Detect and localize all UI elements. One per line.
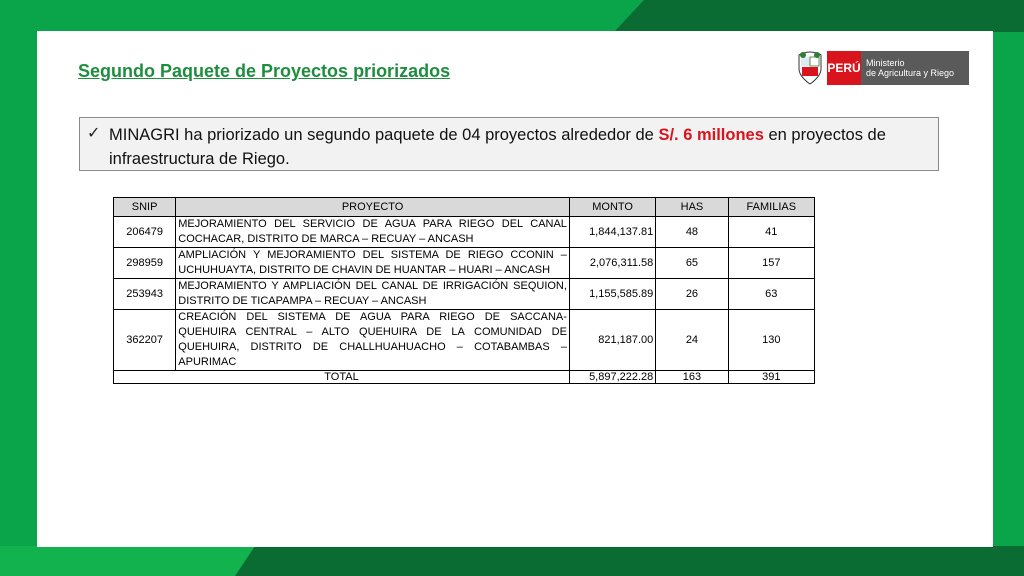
header-familias: FAMILIAS [728, 198, 814, 217]
cell-familias: 41 [728, 217, 814, 248]
cell-familias: 130 [728, 310, 814, 371]
cell-snip: 206479 [114, 217, 176, 248]
total-monto: 5,897,222.28 [569, 371, 655, 384]
cell-proyecto: MEJORAMIENTO Y AMPLIACIÓN DEL CANAL DE IRRIGACIÓN SEQUION, DISTRITO DE TICAPAMPA – RECUAY – ANCASH [176, 279, 570, 310]
note-highlight-amount: S/. 6 millones [658, 126, 764, 144]
coat-of-arms-icon [797, 51, 823, 85]
background-light-stripe-bottom [0, 546, 260, 576]
cell-snip: 253943 [114, 279, 176, 310]
note-text-after: en proyectos de infraestructura de Riego. [109, 126, 886, 168]
slide-title: Segundo Paquete de Proyectos priorizados [78, 61, 451, 81]
cell-has: 48 [656, 217, 728, 248]
header-proyecto: PROYECTO [176, 198, 570, 217]
cell-snip: 362207 [114, 310, 176, 371]
table-row [114, 248, 815, 279]
header-snip: SNIP [114, 198, 176, 217]
table-row [114, 217, 815, 248]
table-row [114, 310, 815, 371]
note-text [109, 123, 934, 171]
note-box [79, 117, 939, 171]
table-row [114, 279, 815, 310]
ministry-line-2: de Agricultura y Riego [866, 68, 955, 78]
projects-table [113, 197, 815, 384]
ministry-label [861, 51, 969, 85]
cell-has: 65 [656, 248, 728, 279]
cell-familias: 157 [728, 248, 814, 279]
cell-proyecto: AMPLIACIÓN Y MEJORAMIENTO DEL SISTEMA DE RIEGO CCONIN – UCHUHUAYTA, DISTRITO DE CHAVIN DE HUANTAR – HUARI – ANCASH [176, 248, 570, 279]
note-text-before: MINAGRI ha priorizado un segundo paquete de 04 proyectos alrededor de [109, 126, 659, 144]
cell-has: 26 [656, 279, 728, 310]
cell-monto: 1,155,585.89 [569, 279, 655, 310]
total-label: TOTAL [114, 371, 570, 384]
background-dark-stripe-top [554, 0, 1024, 32]
total-has: 163 [656, 371, 728, 384]
peru-label: PERÚ [827, 51, 861, 85]
cell-proyecto: CREACIÓN DEL SISTEMA DE AGUA PARA RIEGO DE SACCANA-QUEHUIRA CENTRAL – ALTO QUEHUIRA DE LA COMUNIDAD DE QUEHUIRA, DISTRITO DE CHALLHUAHUACHO – COTABAMBAS – APURIMAC [176, 310, 570, 371]
header-has: HAS [656, 198, 728, 217]
table-header-row [114, 198, 815, 217]
cell-monto: 1,844,137.81 [569, 217, 655, 248]
total-familias: 391 [728, 371, 814, 384]
cell-monto: 2,076,311.58 [569, 248, 655, 279]
table-total-row [114, 371, 815, 384]
cell-proyecto: MEJORAMIENTO DEL SERVICIO DE AGUA PARA RIEGO DEL CANAL COCHACAR, DISTRITO DE MARCA – RECUAY – ANCASH [176, 217, 570, 248]
checkmark-icon: ✓ [87, 123, 101, 142]
cell-familias: 63 [728, 279, 814, 310]
cell-snip: 298959 [114, 248, 176, 279]
cell-has: 24 [656, 310, 728, 371]
header-monto: MONTO [569, 198, 655, 217]
cell-monto: 821,187.00 [569, 310, 655, 371]
ministry-logo [797, 50, 973, 86]
ministry-line-1: Ministerio [866, 58, 905, 68]
